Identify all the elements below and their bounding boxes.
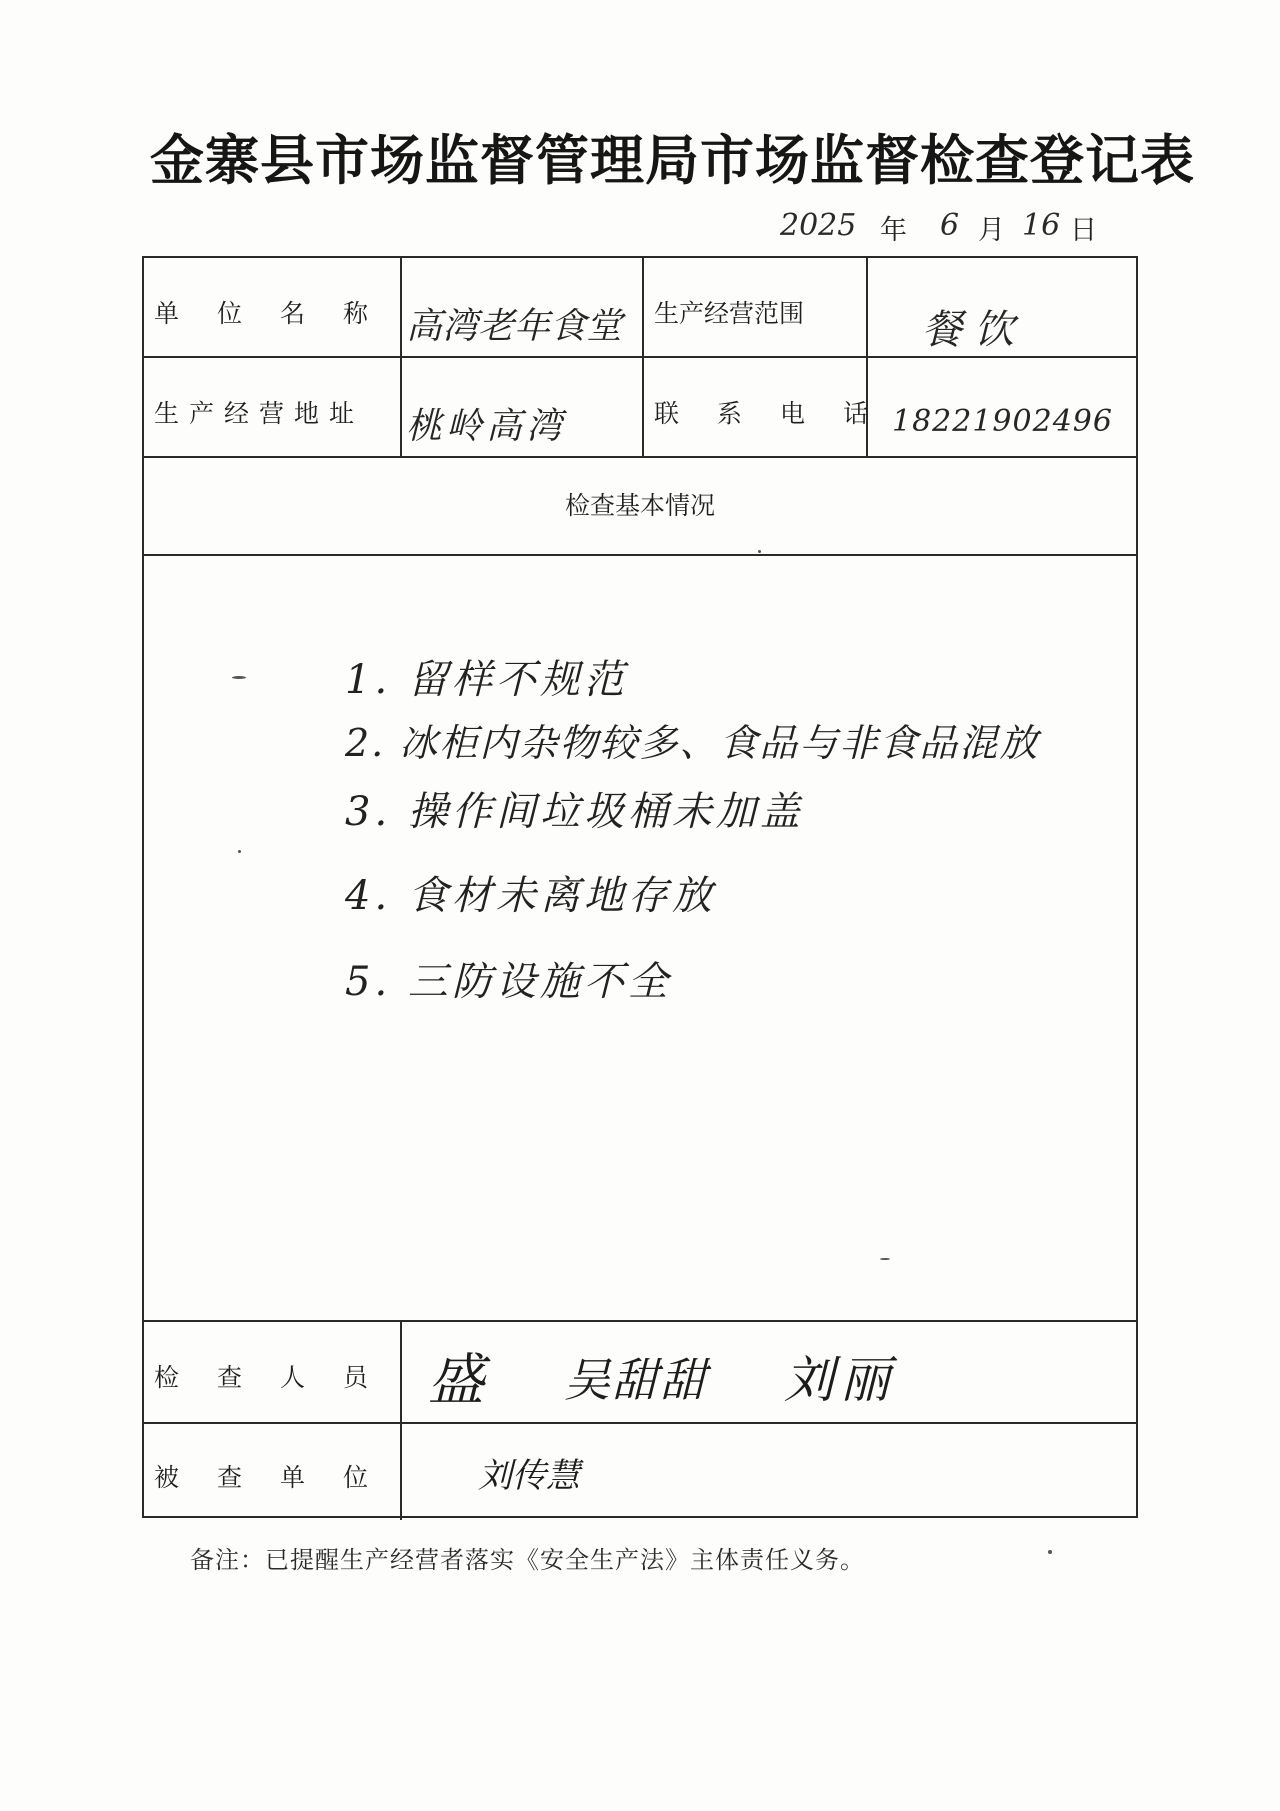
business-scope-value: 餐饮 [922,307,1026,353]
document-title: 金寨县市场监督管理局市场监督检查登记表 [150,129,1195,192]
business-scope-label: 生产经营范围 [654,299,805,328]
phone-value: 18221902496 [892,404,1113,439]
unit-name-value: 高湾老年食堂 [406,306,623,347]
scan-speck [758,550,761,553]
date-year: 2025 [780,208,857,243]
inspector-signature-1: 盛 [428,1348,484,1413]
record-date [780,200,1100,260]
inspector-signature-2: 吴甜甜 [564,1353,708,1407]
column-divider [400,258,402,456]
phone-label: 联系电话 [654,399,907,428]
address-label: 生产经营地址 [154,399,365,428]
finding-item-1: 1. 留样不规范 [345,657,628,703]
row-divider [144,456,1136,458]
scan-speck [880,1258,890,1260]
date-month-suffix: 月 [978,215,1005,246]
inspector-signature-3: 刘丽 [784,1351,896,1409]
inspected-unit-label: 被查单位 [154,1463,407,1492]
unit-name-label: 单位名称 [154,299,407,328]
remarks-note: 备注：已提醒生产经营者落实《安全生产法》主体责任义务。 [190,1546,865,1574]
date-day: 16 [1022,208,1061,243]
finding-item-5: 5. 三防设施不全 [345,959,672,1005]
date-month: 6 [940,208,960,243]
scan-speck [1048,1550,1052,1554]
finding-item-4: 4. 食材未离地存放 [345,873,716,919]
row-divider [144,1422,1136,1424]
row-divider [144,356,1136,358]
scan-speck [232,676,246,679]
finding-item-2: 2. 冰柜内杂物较多、食品与非食品混放 [345,721,1040,765]
scan-speck [238,850,241,853]
inspection-section-title: 检查基本情况 [564,491,715,520]
column-divider [642,258,644,456]
address-value: 桃岭高湾 [406,406,567,447]
row-divider [144,1320,1136,1322]
date-year-suffix: 年 [880,215,907,246]
inspectors-label: 检查人员 [154,1363,407,1392]
inspected-unit-signature: 刘传慧 [478,1456,580,1496]
row-divider [144,554,1136,556]
finding-item-3: 3. 操作间垃圾桶未加盖 [345,789,804,835]
date-day-suffix: 日 [1070,215,1097,246]
